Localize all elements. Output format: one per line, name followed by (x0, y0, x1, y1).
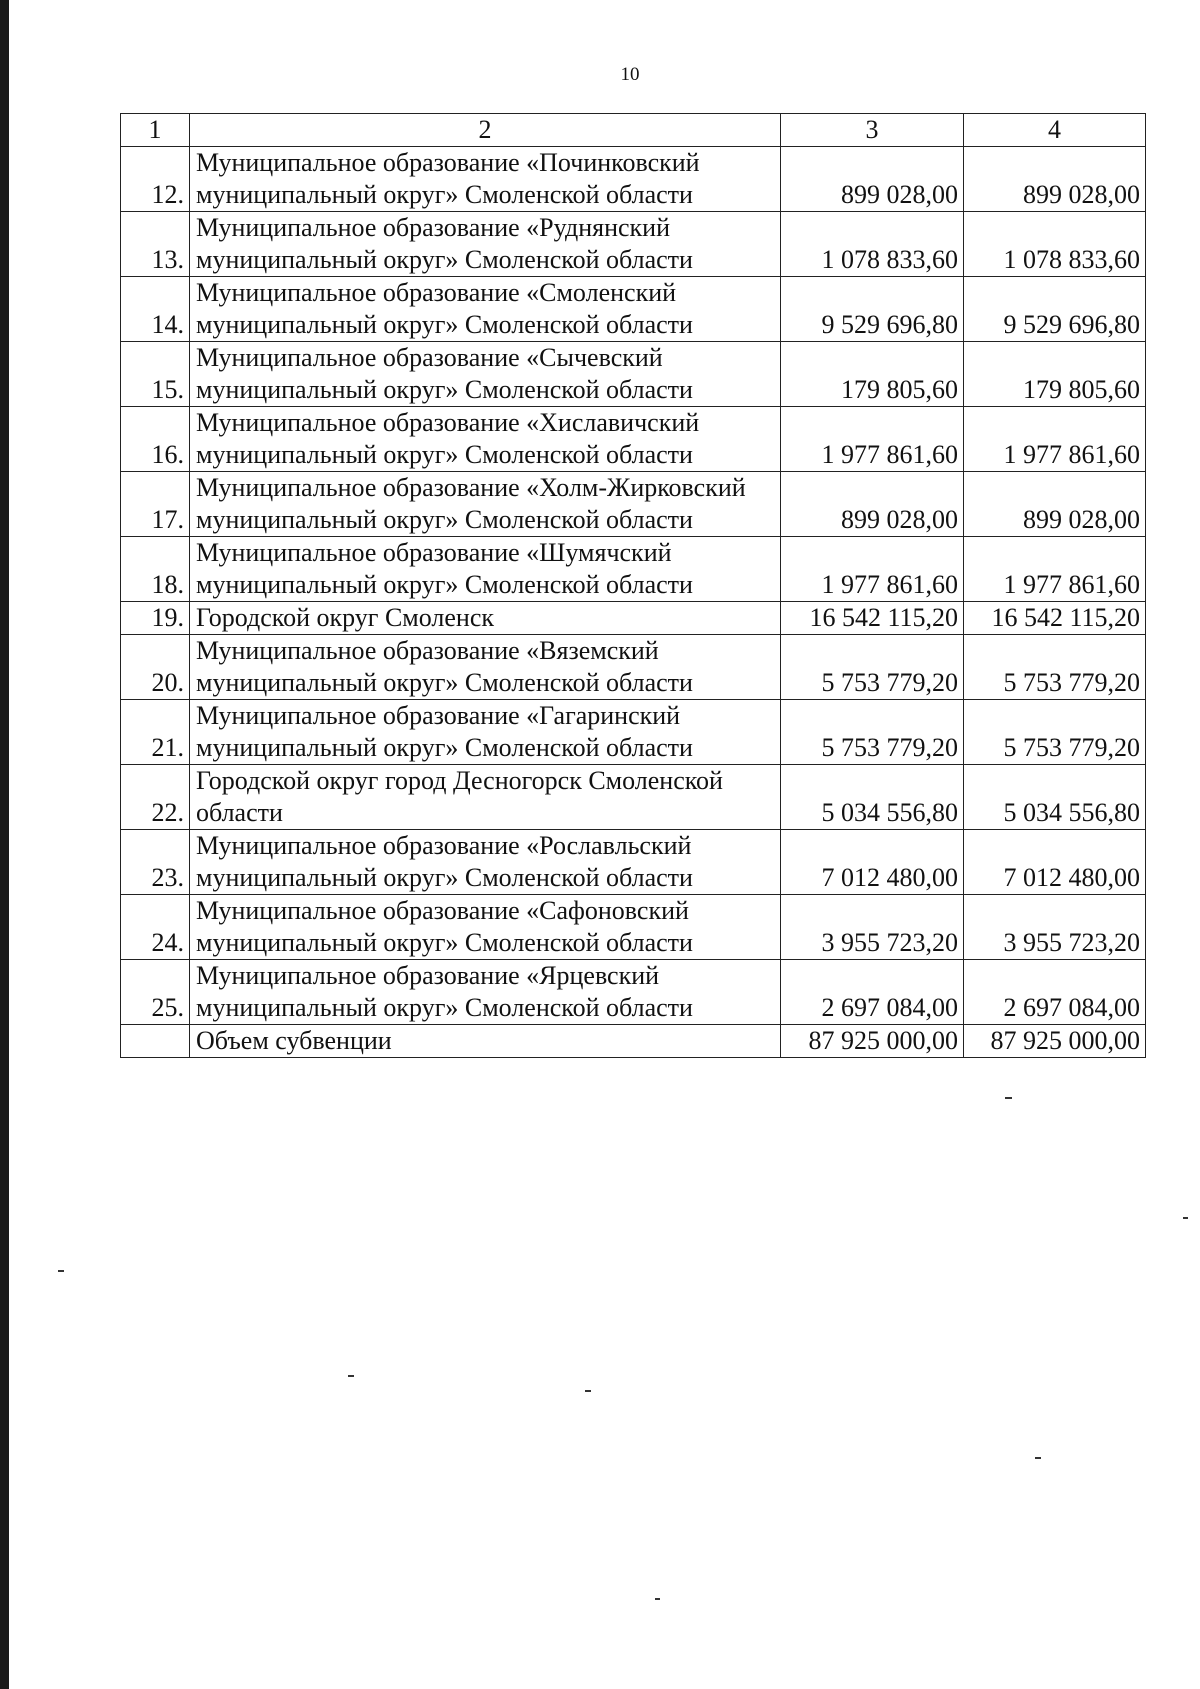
amount-col4: 5 753 779,20 (964, 700, 1146, 765)
municipality-name: Муниципальное образование «Холм-Жирковский муниципальный округ» Смоленской области (190, 472, 781, 537)
municipality-name: Муниципальное образование «Вяземский муниципальный округ» Смоленской области (190, 635, 781, 700)
total-label: Объем субвенции (190, 1025, 781, 1058)
amount-col3: 1 977 861,60 (781, 537, 964, 602)
amount-col4: 16 542 115,20 (964, 602, 1146, 635)
amount-col3: 899 028,00 (781, 147, 964, 212)
row-number: 14. (121, 277, 190, 342)
row-number: 19. (121, 602, 190, 635)
table-row (121, 342, 1146, 407)
header-col-1: 1 (121, 114, 190, 147)
table-row (121, 700, 1146, 765)
amount-col4: 9 529 696,80 (964, 277, 1146, 342)
amount-col4: 5 034 556,80 (964, 765, 1146, 830)
amount-col4: 2 697 084,00 (964, 960, 1146, 1025)
table-row (121, 147, 1146, 212)
row-number: 12. (121, 147, 190, 212)
row-number: 25. (121, 960, 190, 1025)
scan-speck (1035, 1457, 1041, 1459)
header-col-4: 4 (964, 114, 1146, 147)
amount-col3: 9 529 696,80 (781, 277, 964, 342)
amount-col3: 7 012 480,00 (781, 830, 964, 895)
municipality-name: Городской округ Смоленск (190, 602, 781, 635)
row-number: 17. (121, 472, 190, 537)
header-col-2: 2 (190, 114, 781, 147)
scan-speck (655, 1598, 660, 1600)
municipality-name: Муниципальное образование «Смоленский муниципальный округ» Смоленской области (190, 277, 781, 342)
row-number: 16. (121, 407, 190, 472)
table-row (121, 895, 1146, 960)
table-row (121, 602, 1146, 635)
amount-col3: 179 805,60 (781, 342, 964, 407)
subvention-table (120, 113, 1146, 1058)
municipality-name: Муниципальное образование «Сычевский муниципальный округ» Смоленской области (190, 342, 781, 407)
municipality-name: Муниципальное образование «Руднянский муниципальный округ» Смоленской области (190, 212, 781, 277)
total-col3: 87 925 000,00 (781, 1025, 964, 1058)
amount-col4: 179 805,60 (964, 342, 1146, 407)
scan-edge-shadow (0, 0, 9, 1689)
total-col4: 87 925 000,00 (964, 1025, 1146, 1058)
table-row (121, 472, 1146, 537)
municipality-name: Муниципальное образование «Починковский муниципальный округ» Смоленской области (190, 147, 781, 212)
municipality-name: Муниципальное образование «Шумячский муниципальный округ» Смоленской области (190, 537, 781, 602)
amount-col4: 3 955 723,20 (964, 895, 1146, 960)
table-row (121, 407, 1146, 472)
total-row (121, 1025, 1146, 1058)
amount-col3: 5 034 556,80 (781, 765, 964, 830)
amount-col4: 1 977 861,60 (964, 407, 1146, 472)
amount-col3: 16 542 115,20 (781, 602, 964, 635)
row-number: 24. (121, 895, 190, 960)
amount-col4: 5 753 779,20 (964, 635, 1146, 700)
table-row (121, 212, 1146, 277)
amount-col4: 1 977 861,60 (964, 537, 1146, 602)
amount-col4: 7 012 480,00 (964, 830, 1146, 895)
amount-col3: 1 078 833,60 (781, 212, 964, 277)
scan-speck (1005, 1097, 1012, 1099)
amount-col4: 1 078 833,60 (964, 212, 1146, 277)
scan-speck (58, 1270, 64, 1272)
row-number: 15. (121, 342, 190, 407)
row-number: 23. (121, 830, 190, 895)
table-row (121, 830, 1146, 895)
amount-col3: 5 753 779,20 (781, 700, 964, 765)
amount-col3: 899 028,00 (781, 472, 964, 537)
header-col-3: 3 (781, 114, 964, 147)
amount-col3: 5 753 779,20 (781, 635, 964, 700)
municipality-name: Городской округ город Десногорск Смоленской области (190, 765, 781, 830)
table-row (121, 960, 1146, 1025)
amount-col3: 3 955 723,20 (781, 895, 964, 960)
table-row (121, 277, 1146, 342)
scan-speck (348, 1375, 354, 1377)
table-row (121, 765, 1146, 830)
amount-col3: 2 697 084,00 (781, 960, 964, 1025)
municipality-name: Муниципальное образование «Ярцевский муниципальный округ» Смоленской области (190, 960, 781, 1025)
total-num-cell (121, 1025, 190, 1058)
row-number: 13. (121, 212, 190, 277)
row-number: 21. (121, 700, 190, 765)
amount-col4: 899 028,00 (964, 472, 1146, 537)
table-row (121, 635, 1146, 700)
municipality-name: Муниципальное образование «Сафоновский муниципальный округ» Смоленской области (190, 895, 781, 960)
row-number: 18. (121, 537, 190, 602)
scan-speck (585, 1390, 591, 1392)
amount-col4: 899 028,00 (964, 147, 1146, 212)
municipality-name: Муниципальное образование «Гагаринский муниципальный округ» Смоленской области (190, 700, 781, 765)
table-body (121, 147, 1146, 1025)
municipality-name: Муниципальное образование «Рославльский муниципальный округ» Смоленской области (190, 830, 781, 895)
row-number: 22. (121, 765, 190, 830)
table-row (121, 537, 1146, 602)
amount-col3: 1 977 861,60 (781, 407, 964, 472)
header-row (121, 114, 1146, 147)
municipality-name: Муниципальное образование «Хиславичский муниципальный округ» Смоленской области (190, 407, 781, 472)
page-number: 10 (620, 64, 640, 85)
scan-speck (1183, 1217, 1188, 1219)
row-number: 20. (121, 635, 190, 700)
